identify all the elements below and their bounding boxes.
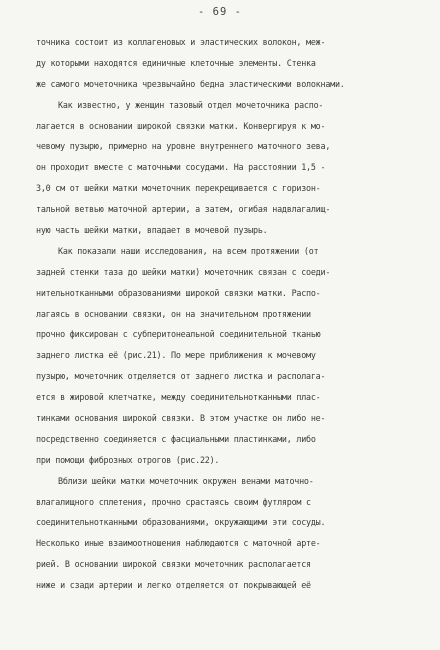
text-line: при помощи фиброзных отрогов (рис.22). [36, 454, 220, 465]
text-line: соединительнотканными образованиями, окружающими эти сосуды. [36, 517, 326, 528]
text-line: чевому пузырю, примерно на уровне внутреннего маточного зева, [36, 141, 331, 152]
text-line: рией. В основании широкой связки мочеточник располагается [36, 559, 311, 570]
text-line: Как показали наши исследования, на всем протяжении (от [58, 245, 319, 256]
text-line: лагается в основании широкой связки матки. Конвергируя к мо- [36, 120, 326, 131]
text-line: прочно фиксирован с субперитонеальной соединительной тканью [36, 329, 321, 340]
text-line: ется в жировой клетчатке, между соединительнотканными плас- [36, 392, 321, 403]
text-line: лагаясь в основании связки, он на значительном протяжении [36, 308, 311, 319]
text-line: ду которыми находятся единичные клеточные элементы. Стенка [36, 57, 316, 68]
text-line: Вблизи шейки матки мочеточник окружен венами маточно- [58, 475, 314, 486]
text-line: задней стенки таза до шейки матки) мочеточник связан с соеди- [36, 266, 331, 277]
page-number: - 69 - [198, 6, 242, 18]
text-line: ную часть шейки матки, впадает в мочевой пузырь. [36, 225, 268, 236]
text-line: нительнотканными образованиями широкой связки матки. Распо- [36, 287, 321, 298]
text-line: он проходит вместе с маточными сосудами. На расстоянии 1,5 - [36, 162, 326, 173]
text-line: влагалищного сплетения, прочно срастаясь своим футляром с [36, 496, 311, 507]
text-line: пузырю, мочеточник отделяется от заднего листка и располага- [36, 371, 326, 382]
text-line: же самого мочеточника чрезвычайно бедна эластическими волокнами. [36, 78, 345, 89]
text-line: тальной ветвью маточной артерии, а затем, огибая надвлагалищ- [36, 204, 331, 215]
text-line: точника состоит из коллагеновых и эластических волокон, меж- [36, 37, 326, 47]
text-line: посредственно соединяется с фасциальными пластинками, либо [36, 433, 316, 444]
text-line: Несколько иные взаимоотношения наблюдаются с маточной арте- [36, 538, 321, 549]
text-line: Как известно, у женщин тазовый отдел мочеточника распо- [58, 99, 324, 110]
text-line: ниже и сзади артерии и легко отделяется от покрывающей её [36, 580, 311, 591]
text-line: заднего листка её (рис.21). По мере приближения к мочевому [36, 350, 316, 361]
text-line: 3,0 см от шейки матки мочеточник перекрещивается с горизон- [36, 183, 321, 194]
body-text [36, 32, 422, 596]
text-line: тинками основания широкой связки. В этом участке он либо не- [36, 413, 326, 424]
